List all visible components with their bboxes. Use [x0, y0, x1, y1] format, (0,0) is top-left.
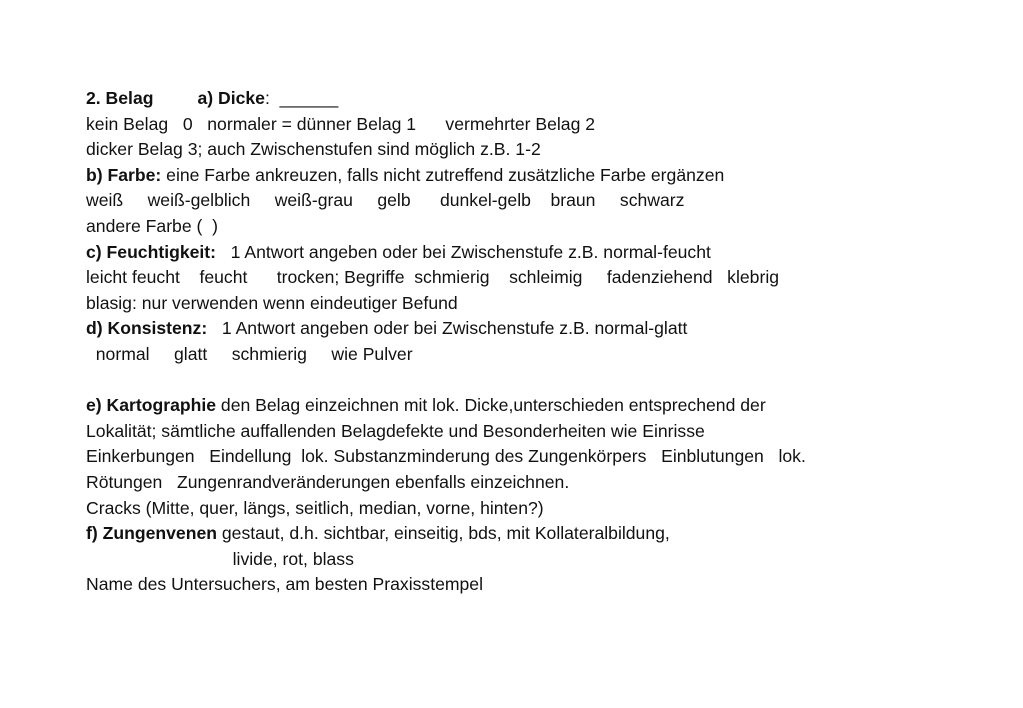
feuchtigkeit-instruction: 1 Antwort angeben oder bei Zwischenstufe z.B. normal-feucht — [216, 241, 711, 262]
kartographie-line — [86, 393, 996, 419]
farbe-instruction: eine Farbe ankreuzen, falls nicht zutreffend zusätzliche Farbe ergänzen — [161, 164, 725, 185]
spacer — [86, 368, 996, 394]
feuchtigkeit-options: leicht feucht feucht trocken; Begriffe schmierig schleimig fadenziehend klebrig — [86, 267, 780, 288]
dicke-blank: : ______ — [264, 88, 339, 108]
dicke-line-2: dicker Belag 3; auch Zwischenstufen sind möglich z.B. 1-2 — [86, 139, 541, 160]
kartographie-label: e) Kartographie — [86, 395, 217, 416]
kartographie-line-2: Lokalität; sämtliche auffallenden Belagdefekte und Besonderheiten wie Einrisse — [86, 420, 705, 441]
zungenvenen-line — [86, 521, 996, 547]
dicke-label: a) Dicke — [197, 88, 265, 108]
document-body — [86, 86, 996, 598]
zungenvenen-label: f) Zungenvenen — [86, 523, 217, 544]
feuchtigkeit-line — [86, 240, 996, 266]
farbe-options: weiß weiß-gelblich weiß-grau gelb dunkel-gelb braun schwarz — [86, 190, 685, 211]
konsistenz-options: normal glatt schmierig wie Pulver — [86, 343, 413, 364]
belag-heading: 2. Belag — [86, 88, 154, 108]
konsistenz-line — [86, 316, 996, 342]
zungenvenen-line-2: livide, rot, blass — [86, 548, 354, 569]
kartographie-line-4: Rötungen Zungenrandveränderungen ebenfalls einzeichnen. — [86, 471, 570, 492]
zungenvenen-instruction: gestaut, d.h. sichtbar, einseitig, bds, mit Kollateralbildung, — [216, 523, 670, 544]
farbe-line — [86, 163, 996, 189]
farbe-label: b) Farbe: — [86, 164, 162, 185]
kartographie-instruction: den Belag einzeichnen mit lok. Dicke,unterschieden entsprechend der — [216, 395, 766, 416]
kartographie-line-5: Cracks (Mitte, quer, längs, seitlich, median, vorne, hinten?) — [86, 497, 544, 518]
belag-heading-line — [86, 86, 996, 112]
feuchtigkeit-note: blasig: nur verwenden wenn eindeutiger Befund — [86, 292, 458, 313]
farbe-other: andere Farbe ( ) — [86, 215, 219, 236]
examiner-footer: Name des Untersuchers, am besten Praxisstempel — [86, 574, 484, 595]
dicke-line-1: kein Belag 0 normaler = dünner Belag 1 vermehrter Belag 2 — [86, 113, 596, 134]
konsistenz-instruction: 1 Antwort angeben oder bei Zwischenstufe z.B. normal-glatt — [207, 318, 688, 339]
kartographie-line-3: Einkerbungen Eindellung lok. Substanzminderung des Zungenkörpers Einblutungen lok. — [86, 446, 806, 467]
feuchtigkeit-label: c) Feuchtigkeit: — [86, 241, 217, 262]
konsistenz-label: d) Konsistenz: — [86, 318, 208, 339]
